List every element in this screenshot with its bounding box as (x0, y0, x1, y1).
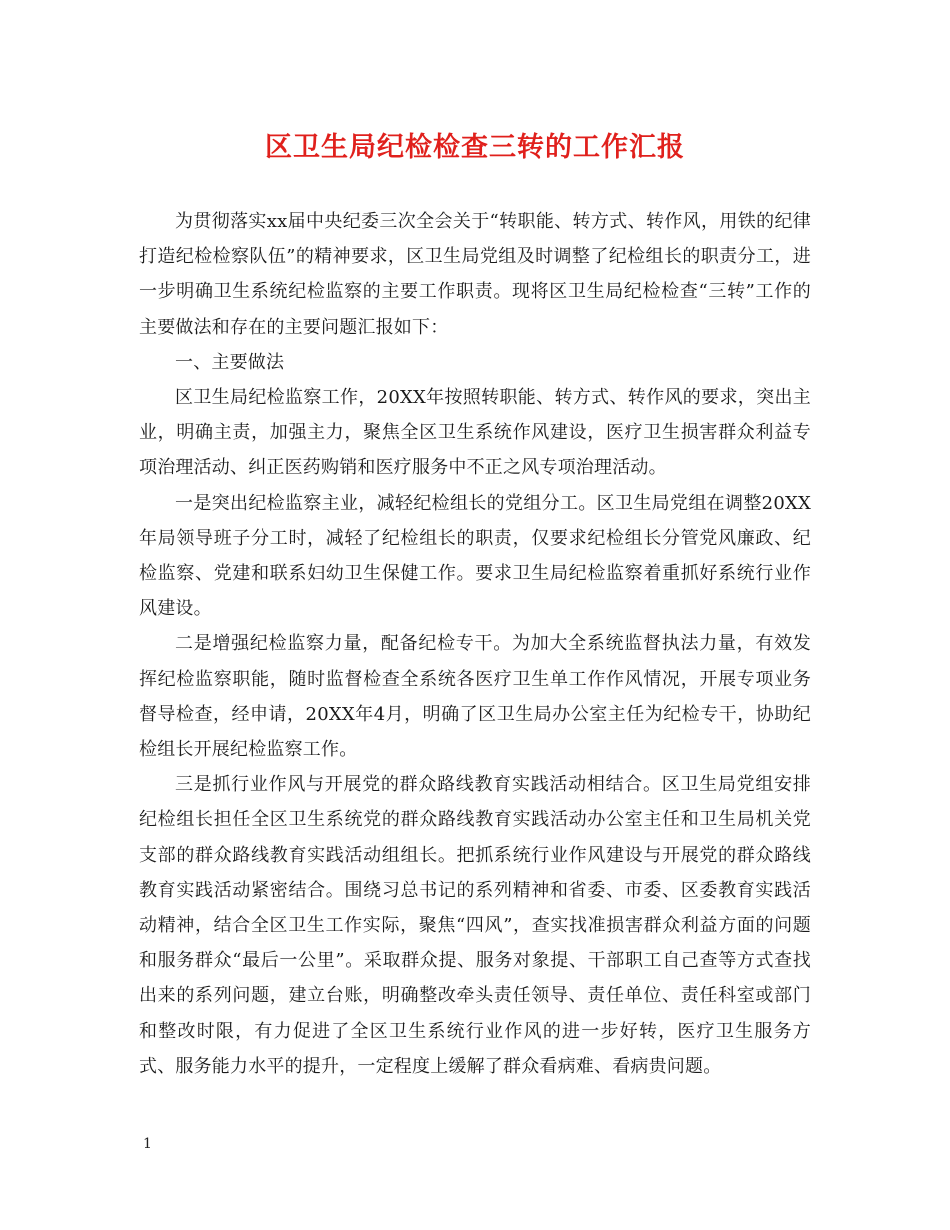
paragraph-point-three: 三是抓行业作风与开展党的群众路线教育实践活动相结合。区卫生局党组安排纪检组长担任全区卫生系统党的群众路线教育实践活动办公室主任和卫生局机关党支部的群众路线教育实践活动组组长。把抓系统行业作风建设与开展党的群众路线教育实践活动紧密结合。围绕习总书记的系列精神和省委、市委、区委教育实践活动精神，结合全区卫生工作实际，聚焦“四风”，查实找准损害群众利益方面的问题和服务群众“最后一公里”。采取群众提、服务对象提、干部职工自己查等方式查找出来的系列问题，建立台账，明确整改牵头责任领导、责任单位、责任科室或部门和整改时限，有力促进了全区卫生系统行业作风的进一步好转，医疗卫生服务方式、服务能力水平的提升，一定程度上缓解了群众看病难、看病贵问题。 (139, 774, 811, 1077)
section-heading-main-practices: 一、主要做法 (175, 351, 285, 373)
page-number: 1 (143, 1136, 152, 1152)
document-body (139, 204, 811, 1084)
paragraph-intro: 为贯彻落实xx届中央纪委三次全会关于“转职能、转方式、转作风，用铁的纪律打造纪检检察队伍”的精神要求，区卫生局党组及时调整了纪检组长的职责分工，进一步明确卫生系统纪检监察的主要工作职责。现将区卫生局纪检检查“三转”工作的主要做法和存在的主要问题汇报如下： (139, 211, 811, 338)
paragraph-overview: 区卫生局纪检监察工作，20XX年按照转职能、转方式、转作风的要求，突出主业，明确主责，加强主力，聚焦全区卫生系统作风建设，医疗卫生损害群众利益专项治理活动、纠正医药购销和医疗服务中不正之风专项治理活动。 (139, 387, 811, 479)
paragraph-point-one: 一是突出纪检监察主业，减轻纪检组长的党组分工。区卫生局党组在调整20XX年局领导班子分工时，减轻了纪检组长的职责，仅要求纪检组长分管党风廉政、纪检监察、党建和联系妇幼卫生保健工作。要求卫生局纪检监察着重抓好系统行业作风建设。 (139, 492, 811, 620)
paragraph-point-two: 二是增强纪检监察力量，配备纪检专干。为加大全系统监督执法力量，有效发挥纪检监察职能，随时监督检查全系统各医疗卫生单工作作风情况，开展专项业务督导检查，经申请，20XX年4月，明确了区卫生局办公室主任为纪检专干，协助纪检组长开展纪检监察工作。 (139, 633, 811, 761)
document-title: 区卫生局纪检检查三转的工作汇报 (265, 132, 685, 163)
